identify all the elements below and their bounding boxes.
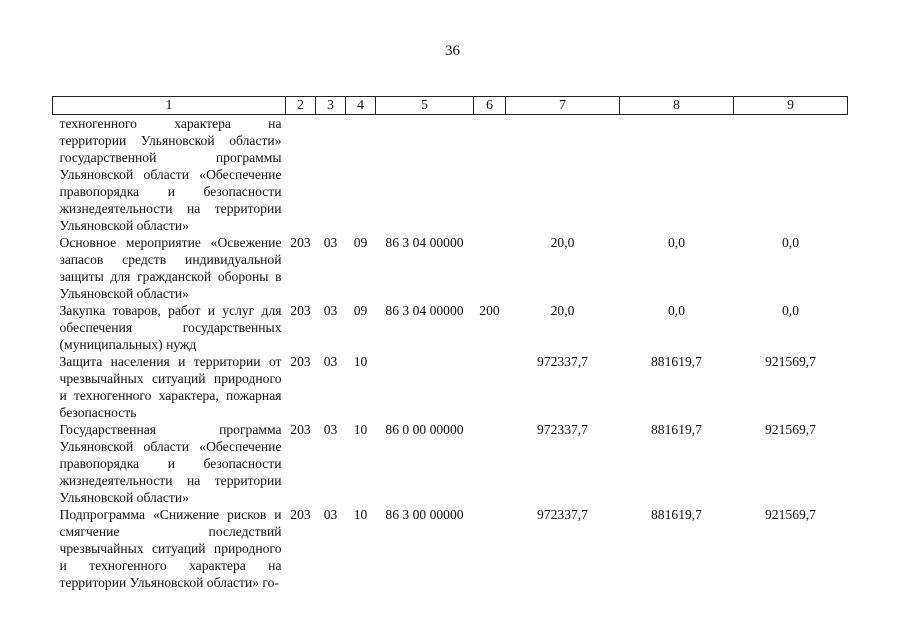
amount-cell <box>506 115 620 235</box>
amount-cell: 921569,7 <box>765 422 816 437</box>
code-cell: 10 <box>353 354 368 369</box>
code-cell: 03 <box>323 235 338 250</box>
code-cell <box>474 115 506 235</box>
code-cell: 203 <box>290 303 311 318</box>
code-cell: 09 <box>353 303 368 318</box>
amount-cell: 0,0 <box>668 303 685 318</box>
code-cell: 86 3 04 00000 <box>385 303 464 318</box>
table-row <box>53 234 848 302</box>
code-cell: 203 <box>290 354 311 369</box>
code-cell: 203 <box>290 507 311 522</box>
code-cell: 203 <box>290 235 311 250</box>
row-description: Государственная программа Ульяновской области «Обеспечение правопорядка и безопасности жизнедеятельности на территории Ульяновской области» <box>59 422 282 505</box>
code-cell: 203 <box>290 422 311 437</box>
code-cell <box>316 115 346 235</box>
budget-table <box>52 96 848 591</box>
code-cell: 03 <box>323 422 338 437</box>
code-cell: 03 <box>323 354 338 369</box>
amount-cell: 881619,7 <box>651 354 702 369</box>
amount-cell <box>620 115 734 235</box>
code-cell: 86 3 04 00000 <box>385 235 464 250</box>
code-cell <box>286 115 316 235</box>
code-cell <box>474 421 506 506</box>
code-cell: 09 <box>353 235 368 250</box>
column-header: 9 <box>734 97 848 115</box>
column-header: 6 <box>474 97 506 115</box>
amount-cell: 881619,7 <box>651 422 702 437</box>
column-header: 7 <box>506 97 620 115</box>
row-description: Защита населения и территории от чрезвычайных ситуаций природного и техногенного характера, пожарная безопасность <box>59 354 282 420</box>
column-header: 1 <box>53 97 286 115</box>
amount-cell: 972337,7 <box>537 354 588 369</box>
amount-cell: 0,0 <box>668 235 685 250</box>
amount-cell: 20,0 <box>550 235 575 250</box>
code-cell <box>474 506 506 591</box>
amount-cell: 0,0 <box>782 235 799 250</box>
table-row <box>53 115 848 235</box>
code-cell <box>376 353 474 421</box>
code-cell: 03 <box>323 507 338 522</box>
code-cell <box>376 115 474 235</box>
column-header: 3 <box>316 97 346 115</box>
amount-cell <box>734 115 848 235</box>
amount-cell: 972337,7 <box>537 422 588 437</box>
code-cell: 03 <box>323 303 338 318</box>
row-description: техногенного характера на территории Ульяновской области» государственной программы Ульяновской области «Обеспечение правопорядка и безопасности жизнедеятельности на территории Ульяновской области» <box>59 116 282 233</box>
row-description: Закупка товаров, работ и услуг для обеспечения государственных (муниципальных) нужд <box>59 303 282 352</box>
amount-cell: 921569,7 <box>765 354 816 369</box>
table-row <box>53 421 848 506</box>
column-number-header-row <box>53 97 848 115</box>
code-cell: 86 0 00 00000 <box>385 422 464 437</box>
amount-cell: 0,0 <box>782 303 799 318</box>
code-cell <box>474 234 506 302</box>
amount-cell: 972337,7 <box>537 507 588 522</box>
amount-cell: 881619,7 <box>651 507 702 522</box>
code-cell: 10 <box>353 422 368 437</box>
column-header: 2 <box>286 97 316 115</box>
table-row <box>53 506 848 591</box>
column-header: 4 <box>346 97 376 115</box>
code-cell: 86 3 00 00000 <box>385 507 464 522</box>
code-cell: 10 <box>353 507 368 522</box>
code-cell: 200 <box>479 303 500 318</box>
table-row <box>53 353 848 421</box>
code-cell <box>474 353 506 421</box>
amount-cell: 921569,7 <box>765 507 816 522</box>
column-header: 8 <box>620 97 734 115</box>
amount-cell: 20,0 <box>550 303 575 318</box>
column-header: 5 <box>376 97 474 115</box>
row-description: Подпрограмма «Снижение рисков и смягчение последствий чрезвычайных ситуаций природного и техногенного характера на территории Ульяновской области» го- <box>59 507 282 590</box>
table-row <box>53 302 848 353</box>
row-description: Основное мероприятие «Освежение запасов средств индивидуальной защиты для гражданской обороны в Ульяновской области» <box>59 235 282 301</box>
page-number: 36 <box>445 43 460 59</box>
code-cell <box>346 115 376 235</box>
